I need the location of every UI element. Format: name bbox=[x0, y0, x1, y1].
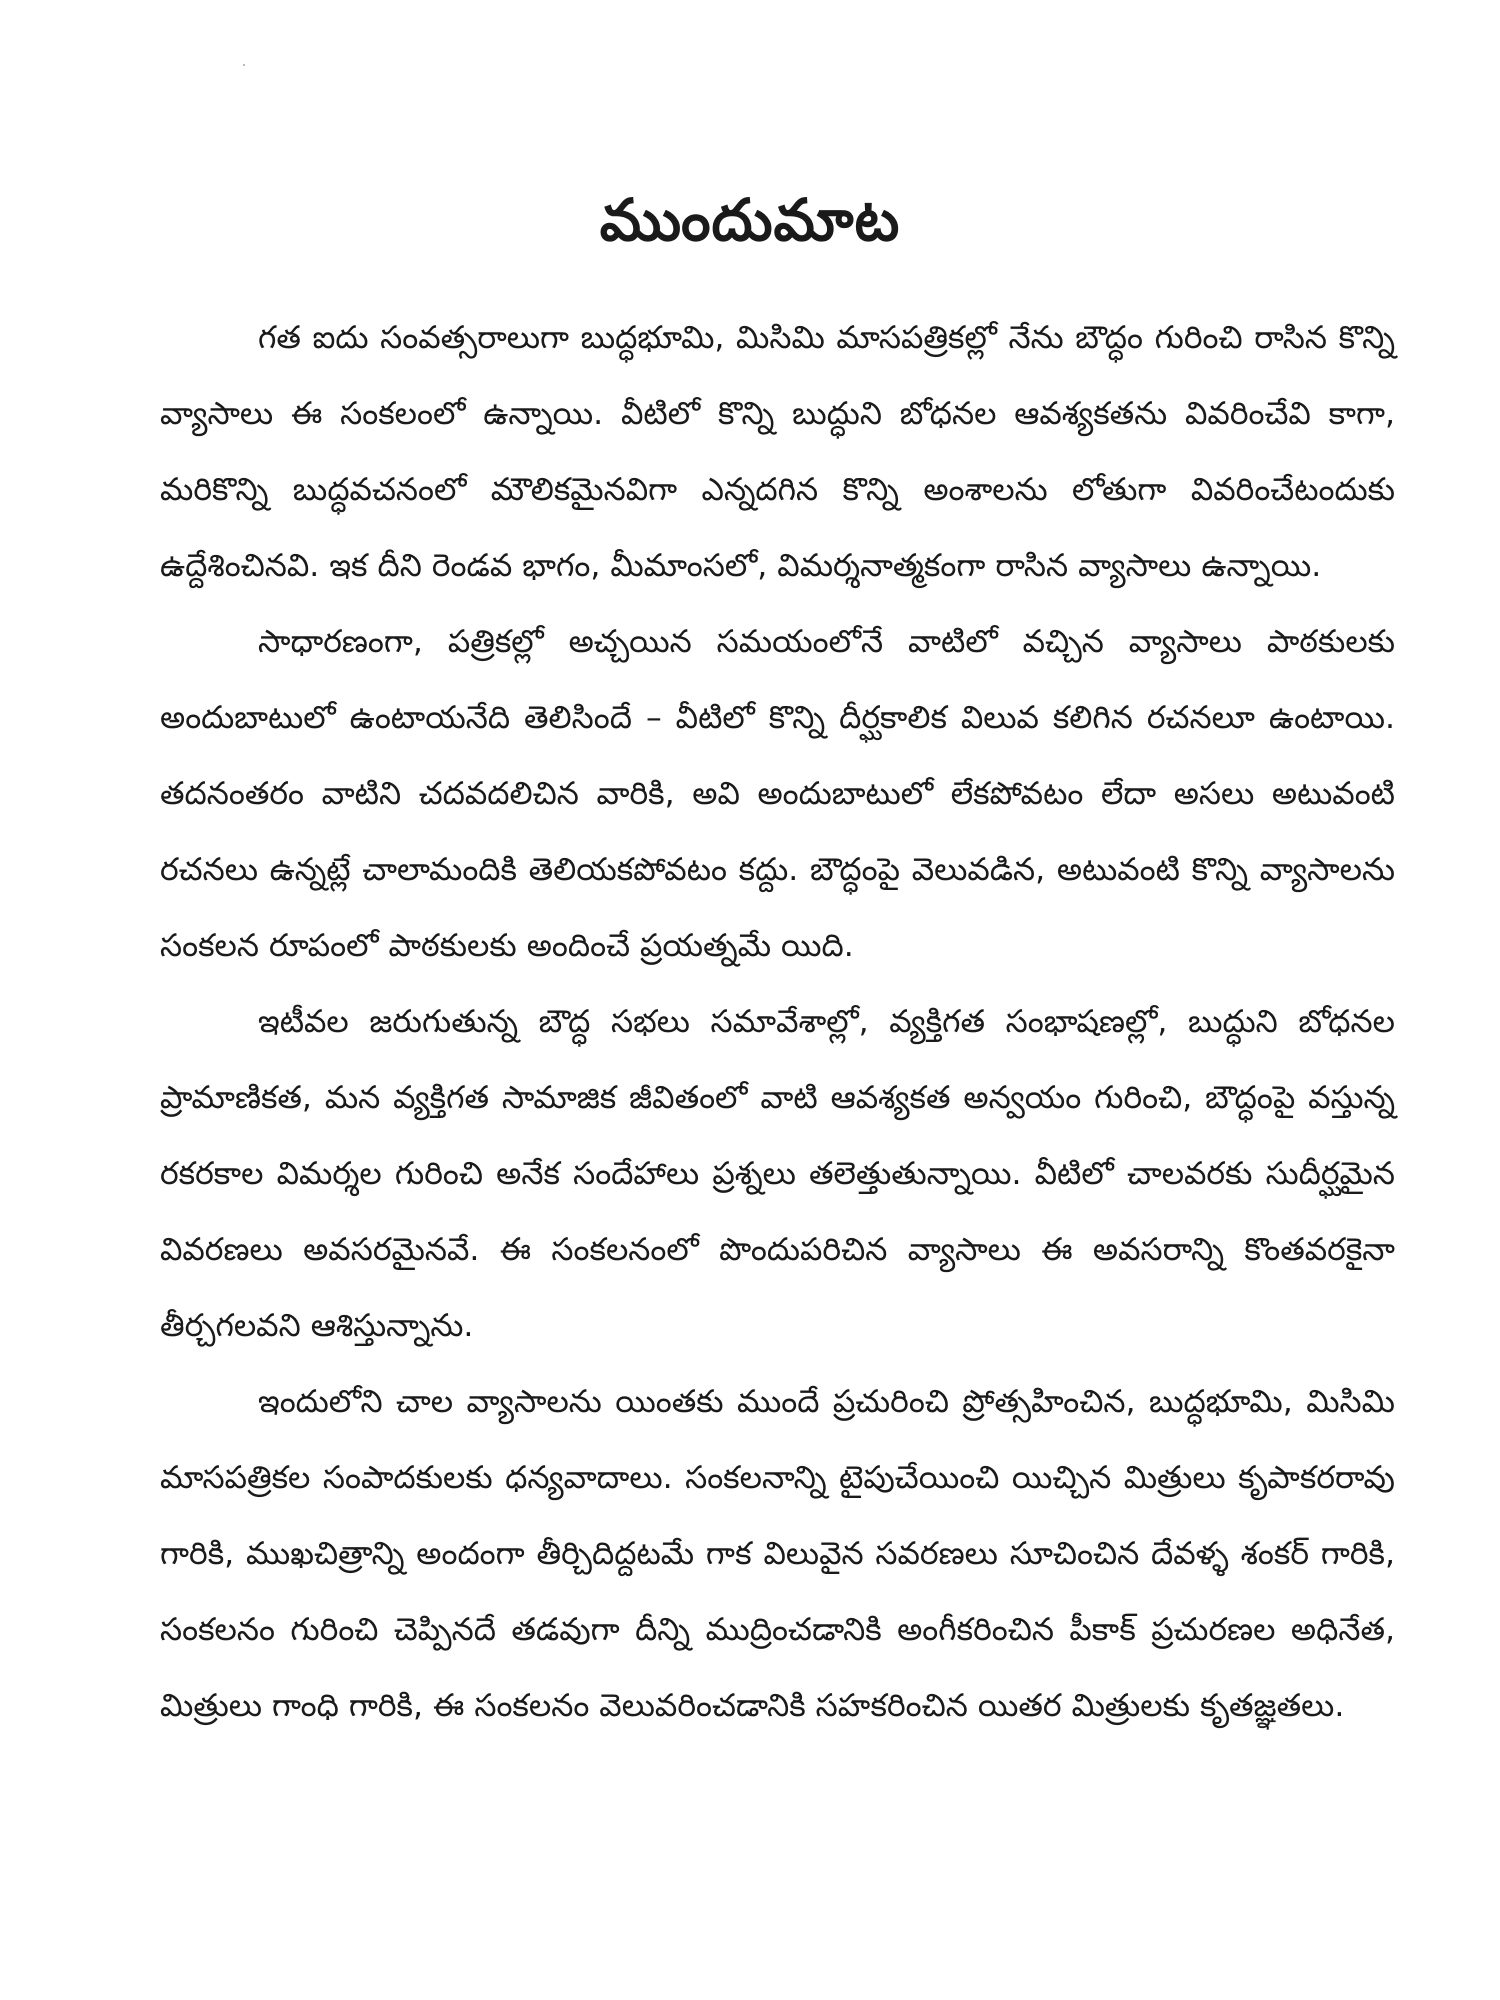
scan-speck bbox=[243, 64, 245, 66]
paragraph-3: ఇటీవల జరుగుతున్న బౌద్ధ సభలు సమావేశాల్లో, వ్యక్తిగత సంభాషణల్లో, బుద్ధుని బోధనల ప్రామాణికత, మన వ్యక్తిగత సామాజిక జీవితంలో వాటి ఆవశ్యకత అన్వయం గురించి, బౌద్ధంపై వస్తున్న రకరకాల విమర్శల గురించి అనేక సందేహాలు ప్రశ్నలు తలెత్తుతున్నాయి. వీటిలో చాలవరకు సుదీర్ఘమైన వివరణలు అవసరమైనవే. ఈ సంకలనంలో పొందుపరిచిన వ్యాసాలు ఈ అవసరాన్ని కొంతవరకైనా తీర్చగలవని ఆశిస్తున్నాను. bbox=[160, 1004, 1395, 1344]
page-title: ముందుమాట bbox=[599, 186, 901, 254]
paragraph-4: ఇందులోని చాల వ్యాసాలను యింతకు ముందే ప్రచురించి ప్రోత్సహించిన, బుద్ధభూమి, మిసిమి మాసపత్రికల సంపాదకులకు ధన్యవాదాలు. సంకలనాన్ని టైపుచేయించి యిచ్చిన మిత్రులు కృపాకరరావు గారికి, ముఖచిత్రాన్ని అందంగా తీర్చిదిద్దటమే గాక విలువైన సవరణలు సూచించిన దేవళ్ళ శంకర్ గారికి, సంకలనం గురించి చెప్పినదే తడవుగా దీన్ని ముద్రించడానికి అంగీకరించిన పీకాక్ ప్రచురణల అధినేత, మిత్రులు గాంధి గారికి, ఈ సంకలనం వెలువరించడానికి సహకరించిన యితర మిత్రులకు కృతజ్ఞతలు. bbox=[160, 1384, 1395, 1724]
body-text bbox=[160, 300, 1395, 1744]
paragraph-1: గత ఐదు సంవత్సరాలుగా బుద్ధభూమి, మిసిమి మాసపత్రికల్లో నేను బౌద్ధం గురించి రాసిన కొన్ని వ్యాసాలు ఈ సంకలంలో ఉన్నాయి. వీటిలో కొన్ని బుద్ధుని బోధనల ఆవశ్యకతను వివరించేవి కాగా, మరికొన్ని బుద్ధవచనంలో మౌలికమైనవిగా ఎన్నదగిన కొన్ని అంశాలను లోతుగా వివరించేటందుకు ఉద్దేశించినవి. ఇక దీని రెండవ భాగం, మీమాంసలో, విమర్శనాత్మకంగా రాసిన వ్యాసాలు ఉన్నాయి. bbox=[160, 320, 1395, 584]
paragraph-2: సాధారణంగా, పత్రికల్లో అచ్చయిన సమయంలోనే వాటిలో వచ్చిన వ్యాసాలు పాఠకులకు అందుబాటులో ఉంటాయనేది తెలిసిందే – వీటిలో కొన్ని దీర్ఘకాలిక విలువ కలిగిన రచనలూ ఉంటాయి. తదనంతరం వాటిని చదవదలిచిన వారికి, అవి అందుబాటులో లేకపోవటం లేదా అసలు అటువంటి రచనలు ఉన్నట్లే చాలామందికి తెలియకపోవటం కద్దు. బౌద్ధంపై వెలువడిన, అటువంటి కొన్ని వ్యాసాలను సంకలన రూపంలో పాఠకులకు అందించే ప్రయత్నమే యిది. bbox=[160, 624, 1395, 964]
